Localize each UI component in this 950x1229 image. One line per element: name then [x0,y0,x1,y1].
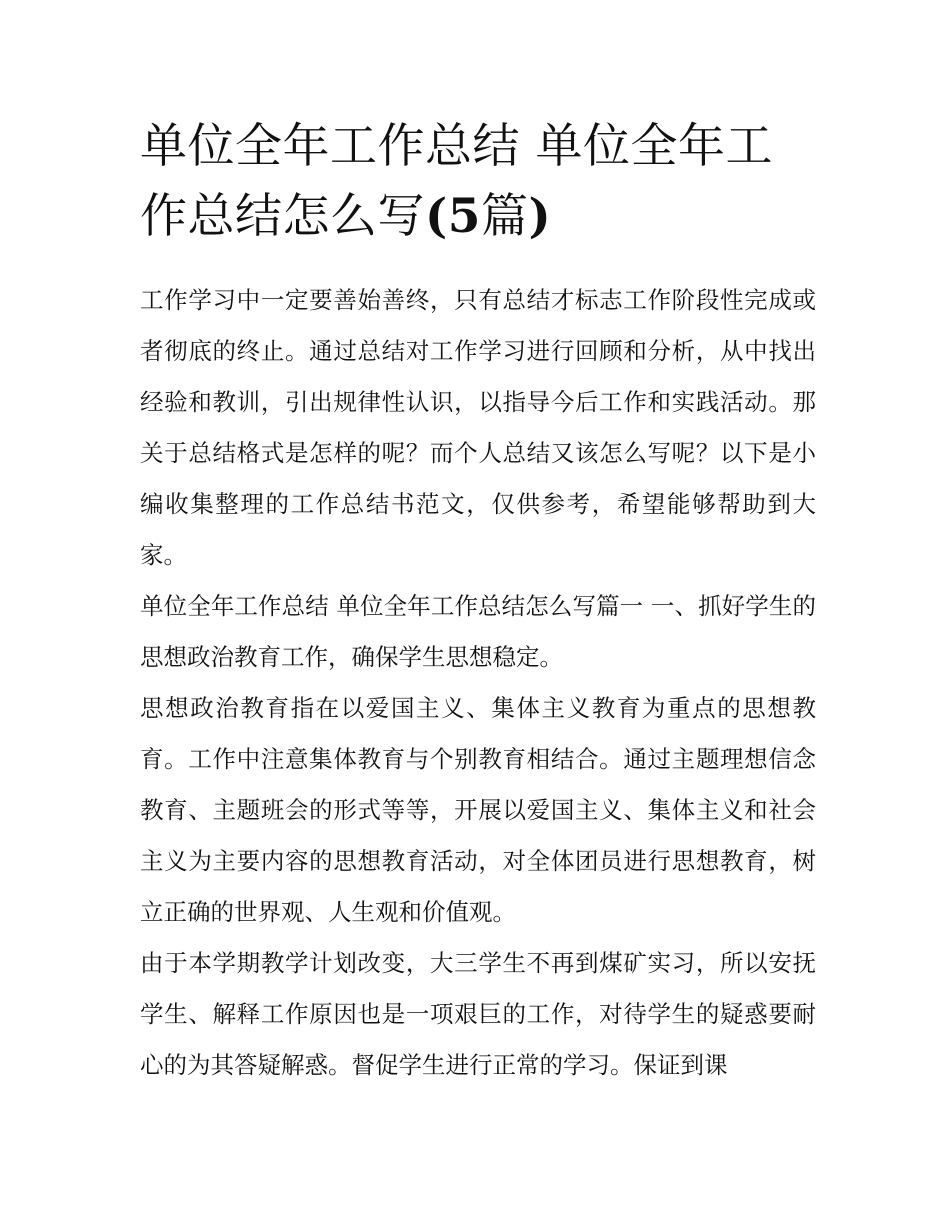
document-body [140,275,816,1091]
paragraph-teaching-plan: 由于本学期教学计划改变，大三学生不再到煤矿实习，所以安抚学生、解释工作原因也是一项艰巨的工作，对待学生的疑惑要耐心的为其答疑解惑。督促学生进行正常的学习。保证到课 [140,949,816,1079]
paragraph-intro: 工作学习中一定要善始善终，只有总结才标志工作阶段性完成或者彻底的终止。通过总结对工作学习进行回顾和分析，从中找出经验和教训，引出规律性认识，以指导今后工作和实践活动。那关于总结格式是怎样的呢？而个人总结又该怎么写呢？以下是小编收集整理的工作总结书范文，仅供参考，希望能够帮助到大家。 [140,286,816,569]
paragraph-political-education: 思想政治教育指在以爱国主义、集体主义教育为重点的思想教育。工作中注意集体教育与个别教育相结合。通过主题理想信念教育、主题班会的形式等等，开展以爱国主义、集体主义和社会主义为主要内容的思想教育活动，对全体团员进行思想教育，树立正确的世界观、人生观和价值观。 [140,694,816,926]
title-count: (5 [425,189,481,244]
title-suffix: 篇 [480,189,529,244]
title-close: ) [528,189,552,244]
document-title [140,112,820,252]
title-text: 单位全年工作总结 单位全年工作总结怎么写 [140,119,773,244]
paragraph-section-heading: 单位全年工作总结 单位全年工作总结怎么写篇一 一、抓好学生的思想政治教育工作，确保学生思想稳定。 [140,592,816,671]
